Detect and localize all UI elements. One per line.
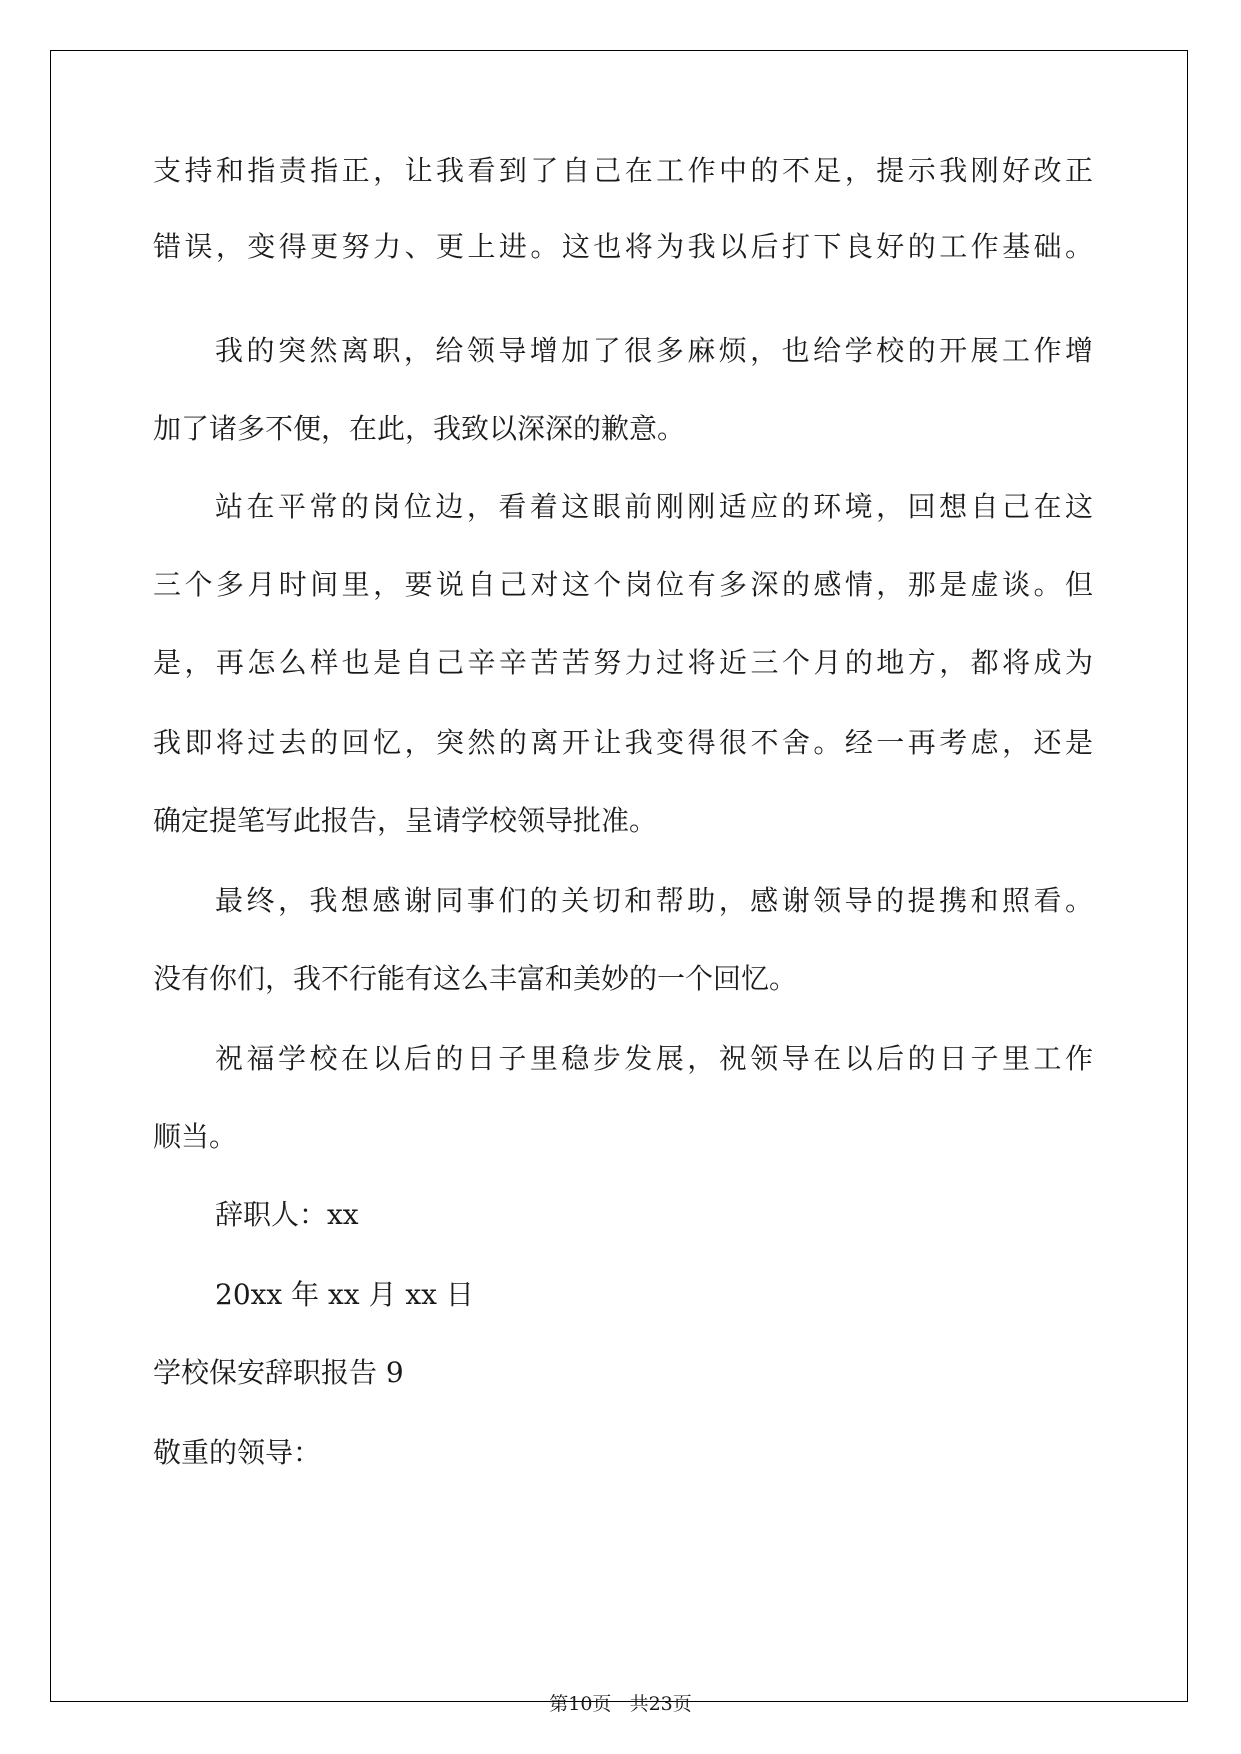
paragraph-line: 最终，我想感谢同事们的关切和帮助，感谢领导的提携和照看。 xyxy=(215,884,1093,917)
paragraph-line: 加了诸多不便，在此，我致以深深的歉意。 xyxy=(153,412,686,445)
page-total: 共23页 xyxy=(629,1693,692,1715)
paragraph-line: 确定提笔写此报告，呈请学校领导批准。 xyxy=(153,804,658,837)
paragraph-line: 没有你们，我不行能有这么丰富和美妙的一个回忆。 xyxy=(153,962,798,995)
paragraph-line: 祝福学校在以后的日子里稳步发展，祝领导在以后的日子里工作 xyxy=(215,1042,1093,1075)
salutation: 敬重的领导： xyxy=(153,1436,322,1469)
paragraph-line: 我即将过去的回忆，突然的离开让我变得很不舍。经一再考虑，还是 xyxy=(153,726,1093,759)
signature-date: 20xx 年 xx 月 xx 日 xyxy=(215,1278,474,1311)
signature-name: 辞职人：xx xyxy=(215,1198,359,1231)
section-title: 学校保安辞职报告 9 xyxy=(153,1356,404,1389)
page-number: 第10页 xyxy=(549,1693,612,1715)
page-footer xyxy=(0,1692,1241,1716)
paragraph-line: 顺当。 xyxy=(153,1120,238,1153)
paragraph-line: 我的突然离职，给领导增加了很多麻烦，也给学校的开展工作增 xyxy=(215,334,1093,367)
paragraph-line: 是，再怎么样也是自己辛辛苦苦努力过将近三个月的地方，都将成为 xyxy=(153,646,1093,679)
paragraph-line: 错误，变得更努力、更上进。这也将为我以后打下良好的工作基础。 xyxy=(153,230,1093,263)
paragraph-line: 站在平常的岗位边，看着这眼前刚刚适应的环境，回想自己在这 xyxy=(215,490,1093,523)
paragraph-line: 三个多月时间里，要说自己对这个岗位有多深的感情，那是虚谈。但 xyxy=(153,568,1093,601)
paragraph-line: 支持和指责指正，让我看到了自己在工作中的不足，提示我刚好改正 xyxy=(153,154,1093,187)
